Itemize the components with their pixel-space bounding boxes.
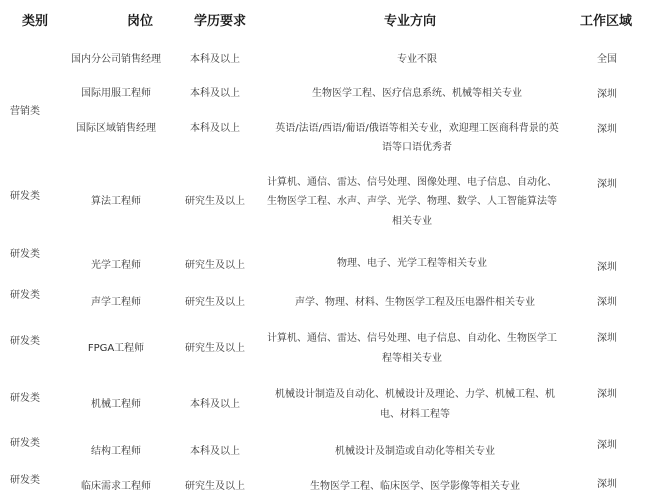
table-row-6-region: 深圳 — [597, 297, 617, 308]
table-row-5-position: 光学工程师 — [91, 260, 141, 271]
table-row-4-major-line1: 计算机、通信、雷达、信号处理、图像处理、电子信息、自动化、 — [267, 177, 557, 188]
table-row-1-education: 本科及以上 — [190, 54, 240, 65]
table-row-10-education: 研究生及以上 — [185, 481, 245, 492]
table-row-9-position: 结构工程师 — [91, 446, 141, 457]
table-row-2-position: 国际用服工程师 — [81, 88, 151, 99]
table-row-2-region: 深圳 — [597, 89, 617, 100]
table-row-2-major: 生物医学工程、医疗信息系统、机械等相关专业 — [312, 88, 522, 99]
table-row-10-major: 生物医学工程、临床医学、医学影像等相关专业 — [310, 481, 520, 492]
table-row-4-major-line3: 相关专业 — [392, 216, 432, 227]
table-row-3-education: 本科及以上 — [190, 123, 240, 134]
table-row-3-position: 国际区域销售经理 — [76, 123, 156, 134]
header-category: 类别 — [22, 14, 49, 29]
table-row-8-major-line1: 机械设计制造及自动化、机械设计及理论、力学、机械工程、机 — [275, 389, 555, 400]
table-row-5-region: 深圳 — [597, 262, 617, 273]
table-row-3-major-line2: 语等口语优秀者 — [382, 142, 452, 153]
table-row-2-education: 本科及以上 — [190, 88, 240, 99]
table-row-6-education: 研究生及以上 — [185, 297, 245, 308]
table-row-6-position: 声学工程师 — [91, 297, 141, 308]
table-row-7-position: FPGA工程师 — [87, 343, 145, 354]
table-row-9-major: 机械设计及制造或自动化等相关专业 — [335, 446, 495, 457]
table-row-4-major-line2: 生物医学工程、水声、声学、光学、物理、数学、人工智能算法等 — [267, 196, 557, 207]
table-row-10-category: 研发类 — [10, 475, 40, 486]
table-row-7-region: 深圳 — [597, 333, 617, 344]
table-row-1-major: 专业不限 — [397, 54, 437, 65]
table-row-9-category: 研发类 — [10, 438, 40, 449]
table-row-9-education: 本科及以上 — [190, 446, 240, 457]
table-row-4-region: 深圳 — [597, 179, 617, 190]
table-row-5-education: 研究生及以上 — [185, 260, 245, 271]
table-row-7-education: 研究生及以上 — [185, 343, 245, 354]
table-row-4-category: 研发类 — [10, 191, 40, 202]
table-row-6-category: 研发类 — [10, 290, 40, 301]
table-row-5-category: 研发类 — [10, 249, 40, 260]
header-major: 专业方向 — [384, 14, 437, 29]
table-row-8-education: 本科及以上 — [190, 399, 240, 410]
table-row-7-category: 研发类 — [10, 336, 40, 347]
table-row-8-category: 研发类 — [10, 393, 40, 404]
table-row-8-region: 深圳 — [597, 389, 617, 400]
table-row-4-education: 研究生及以上 — [185, 196, 245, 207]
table-row-6-major: 声学、物理、材料、生物医学工程及压电器件相关专业 — [295, 297, 535, 308]
table-row-9-region: 深圳 — [597, 440, 617, 451]
table-row-5-major: 物理、电子、光学工程等相关专业 — [337, 258, 487, 269]
table-row-10-position: 临床需求工程师 — [81, 481, 151, 492]
table-row-10-region: 深圳 — [597, 479, 617, 490]
table-row-8-major-line2: 电、材料工程等 — [380, 409, 450, 420]
table-row-3-region: 深圳 — [597, 124, 617, 135]
table-row-7-major-line1: 计算机、通信、雷达、信号处理、电子信息、自动化、生物医学工 — [267, 333, 557, 344]
table-row-3-major-line1: 英语/法语/西语/葡语/俄语等相关专业，欢迎理工医商科背景的英 — [275, 123, 559, 134]
table-row-1-position: 国内分公司销售经理 — [71, 54, 161, 65]
header-education: 学历要求 — [194, 14, 247, 29]
header-region: 工作区域 — [580, 14, 633, 29]
table-row-7-major-line2: 程等相关专业 — [382, 353, 442, 364]
table-row-1-region: 全国 — [597, 54, 617, 65]
table-row-2-category: 营销类 — [10, 106, 40, 117]
table-row-4-position: 算法工程师 — [91, 196, 141, 207]
table-row-8-position: 机械工程师 — [91, 399, 141, 410]
header-position: 岗位 — [127, 14, 154, 29]
